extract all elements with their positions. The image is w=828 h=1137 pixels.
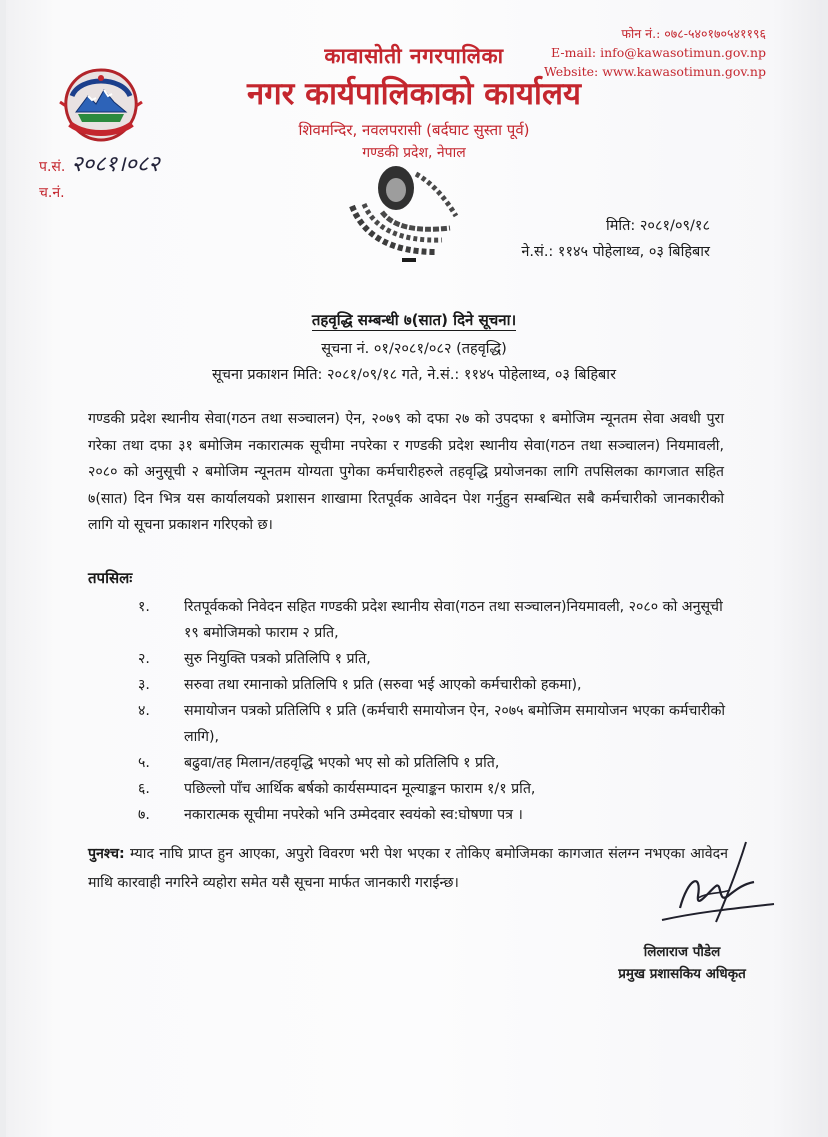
date-nepal-sambat: ने.सं.: ११४५ पोहेलाथ्व, ०३ बिहिबार <box>521 244 710 260</box>
office-stamp-icon <box>342 156 466 274</box>
cn-label: च.नं. <box>39 185 65 201</box>
website-address: Website: www.kawasotimun.gov.np <box>543 64 766 79</box>
signer-designation: प्रमुख प्रशासकिय अधिकृत <box>618 966 746 982</box>
list-title: तपसिलः <box>88 569 133 587</box>
postscript-label: पुनश्च: <box>88 846 125 862</box>
document-list <box>138 594 728 828</box>
notice-body: गण्डकी प्रदेश स्थानीय सेवा(गठन तथा सञ्चालन) ऐन, २०७९ को दफा २७ को उपदफा १ बमोजिम न्यूनतम सेवा अवधी पुरा गरेका तथा दफा ३१ बमोजिम नकारात्मक सूचीमा नपरेका र गण्डकी प्रदेश स्थानीय सेवा(गठन तथा सञ्चालन) नियमावली, २०८० को अनुसूची २ बमोजिम न्यूनतम योग्यता पुगेका कर्मचारीहरुले तहवृद्धि प्रयोजनका लागि तपसिलका कागजात सहित ७(सात) दिन भित्र यस कार्यालयको प्रशासन शाखामा रितपूर्वक आवेदन पेश गर्नुहुन सम्बन्धित सबै कर्मचारीको जानकारीको लागि यो सूचना प्रकाशन गरिएको छ। <box>88 411 724 533</box>
notice-title: तहवृद्धि सम्बन्धी ७(सात) दिने सूचना। <box>311 311 517 329</box>
notice-publish-date: सूचना प्रकाशन मिति: २०८१/०९/१८ गते, ने.सं.: ११४५ पोहेलाथ्व, ०३ बिहिबार <box>212 367 616 383</box>
list-item: ४. समायोजन पत्रको प्रतिलिपि १ प्रति (कर्मचारी समायोजन ऐन, २०७५ बमोजिम समायोजन भएका कर्मचारीको लागि), <box>138 703 726 745</box>
phone-number: फोन नं.: ०७८-५४०१७०५४११९६ <box>621 26 766 41</box>
postscript <box>88 840 728 898</box>
office-province: गण्डकी प्रदेश, नेपाल <box>362 145 466 161</box>
reference-block <box>39 152 160 206</box>
handwritten-signature-icon <box>658 838 778 948</box>
date-miti: मिति: २०८१/०९/१८ <box>605 218 710 234</box>
municipality-name: कावासोती नगरपालिका <box>324 44 504 68</box>
list-item: ५. बढुवा/तह मिलान/तहवृद्धि भएको भए सो को प्रतिलिपि १ प्रति, <box>138 755 500 771</box>
letter-page <box>6 0 822 1137</box>
list-item: ३. सरुवा तथा रमानाको प्रतिलिपि १ प्रति (सरुवा भई आएको कर्मचारीको हकमा), <box>138 677 582 693</box>
list-item: २. सुरु नियुक्ति पत्रको प्रतिलिपि १ प्रति, <box>138 651 371 667</box>
list-item: ७. नकारात्मक सूचीमा नपरेको भनि उम्मेदवार स्वयंको स्व:घोषणा पत्र । <box>138 807 523 823</box>
signer-name: लिलाराज पौडेल <box>643 944 721 960</box>
list-item: १. रितपूर्वकको निवेदन सहित गण्डकी प्रदेश स्थानीय सेवा(गठन तथा सञ्चालन)नियमावली, २०८० को अनुसूची १९ बमोजिमको फाराम २ प्रति, <box>138 599 723 641</box>
email-address: E-mail: info@kawasotimun.gov.np <box>551 45 766 60</box>
list-item: ६. पछिल्लो पाँच आर्थिक बर्षको कार्यसम्पादन मूल्याङ्कन फाराम १/१ प्रति, <box>138 781 536 797</box>
signer-block <box>592 941 772 985</box>
office-name: नगर कार्यपालिकाको कार्यालय <box>247 76 581 112</box>
office-address: शिवमन्दिर, नवलपरासी (बर्दघाट सुस्ता पूर्व) <box>298 121 530 139</box>
postscript-text: म्याद नाघि प्राप्त हुन आएका, अपुरो विवरण भरी पेश भएका र तोकिए बमोजिमका कागजात संलग्न नभएका आवेदन माथि कारवाही नगरिने व्यहोरा समेत यसै सूचना मार्फत जानकारी गराईन्छ। <box>88 846 728 891</box>
ps-label: प.सं. <box>39 159 66 175</box>
notice-number: सूचना नं. ०१/२०८१/०८२ (तहवृद्धि) <box>321 341 507 357</box>
ps-value: २०८१।०८२ <box>71 152 160 177</box>
date-block <box>521 213 710 265</box>
